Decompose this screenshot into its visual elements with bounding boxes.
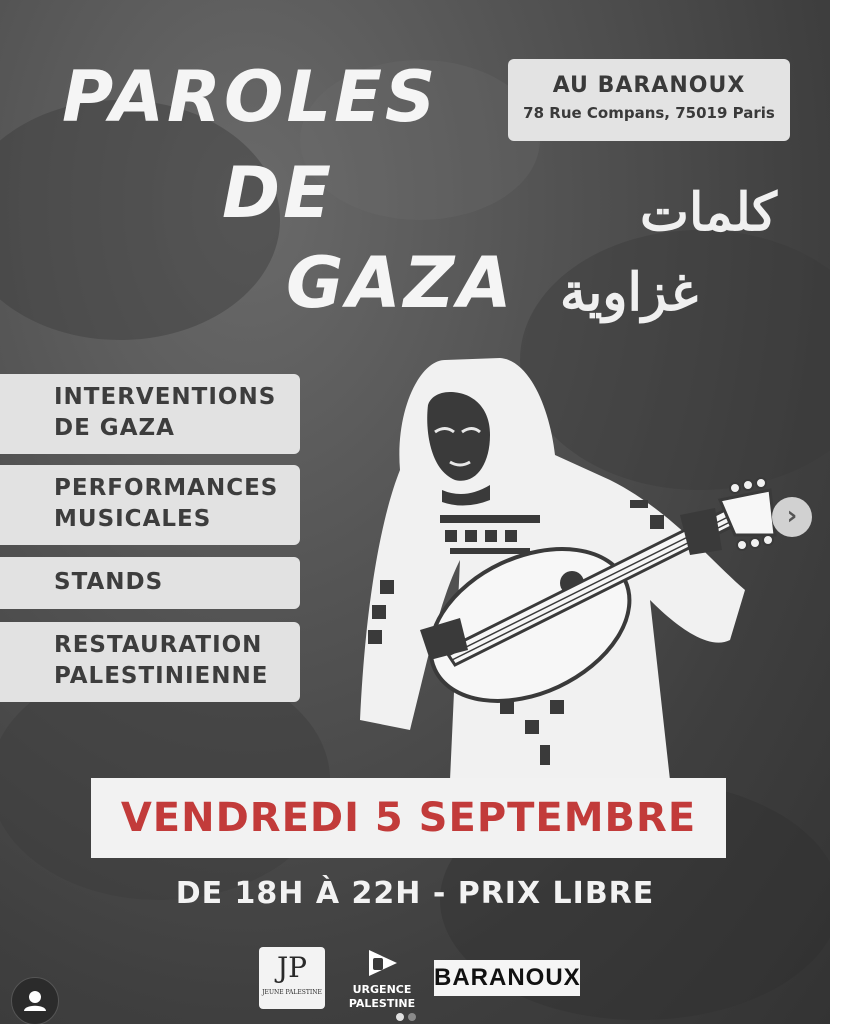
program-item-line: DE GAZA [54,415,175,441]
urgence-palestine-logo [345,948,419,1010]
jeune-palestine-monogram: JP [276,951,308,984]
urgence-palestine-line-2: PALESTINE [348,997,416,1010]
jeune-palestine-logo [259,947,325,1009]
date-banner [91,778,726,858]
title-line-3: GAZA [286,242,515,324]
carousel-dot[interactable] [408,1013,416,1021]
carousel-next-button[interactable] [772,497,812,537]
raised-fist-play-icon [365,948,399,978]
arabic-title-line-2: غزاوية [560,262,698,323]
title-line-2: DE [222,152,334,234]
jeune-palestine-text: JEUNE PALESTINE [262,989,322,996]
program-item-line: MUSICALES [54,506,212,532]
event-hours: DE 18H À 22H - PRIX LIBRE [175,876,655,911]
program-item-line: PERFORMANCES [54,475,279,501]
program-item-stands [0,557,300,609]
carousel-dot-active[interactable] [396,1013,404,1021]
venue-name: AU BARANOUX [552,73,746,98]
venue-address: 78 Rue Compans, 75019 Paris [523,104,775,122]
woman-playing-oud-illustration [350,350,780,780]
user-avatar-icon [12,978,58,1024]
event-date: VENDREDI 5 SEPTEMBRE [120,795,697,841]
venue-box [508,59,790,141]
program-item-restauration [0,622,300,702]
chevron-right-icon: › [786,501,798,531]
program-item-line: STANDS [54,569,164,595]
baranoux-logo: BARANOUX [434,960,580,996]
program-item-performances [0,465,300,545]
profile-avatar-button[interactable] [11,977,59,1024]
program-item-interventions [0,374,300,454]
carousel-indicator [396,1006,420,1024]
title-line-1: PAROLES [62,56,439,138]
program-item-line: INTERVENTIONS [54,384,277,410]
arabic-title-line-1: كلمات [640,182,777,243]
page-edge-strip [830,0,841,1024]
program-item-line: PALESTINIENNE [54,663,269,689]
program-item-line: RESTAURATION [54,632,263,658]
urgence-palestine-line-1: URGENCE [352,983,412,996]
